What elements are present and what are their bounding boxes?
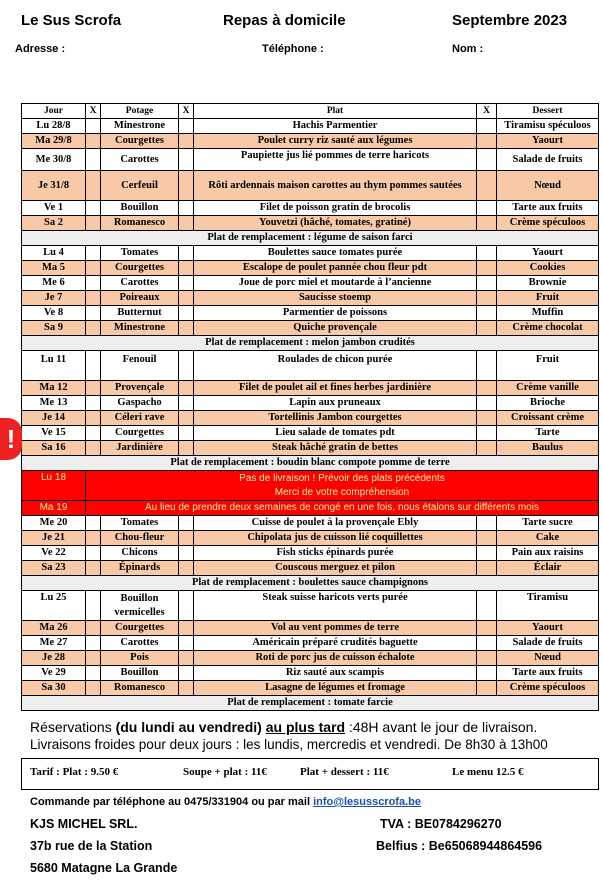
dish-cell: Paupiette jus lié pommes de terre haricots — [194, 149, 477, 171]
replacement-dish: Plat de remplacement : boulettes sauce champignons — [22, 576, 599, 591]
dessert-cell: Brioche — [497, 396, 599, 411]
check-dessert[interactable] — [477, 171, 497, 201]
table-row — [22, 246, 599, 261]
day-cell: Je 14 — [22, 411, 86, 426]
check-dessert[interactable] — [477, 411, 497, 426]
closure-notice — [86, 471, 599, 501]
soup-cell: Bouillon — [101, 201, 179, 216]
table-row — [22, 306, 599, 321]
replacement-dish: Plat de remplacement : légume de saison farci — [22, 231, 599, 246]
dish-cell: Filet de poisson gratin de brocolis — [194, 201, 477, 216]
check-dish[interactable] — [179, 134, 194, 149]
check-soup[interactable] — [86, 561, 101, 576]
dish-cell: Fish sticks épinards purée — [194, 546, 477, 561]
col-x2: X — [179, 104, 194, 119]
table-row — [22, 134, 599, 149]
check-soup[interactable] — [86, 546, 101, 561]
table-header — [22, 104, 599, 119]
check-soup[interactable] — [86, 591, 101, 621]
price-soup-plat: Soupe + plat : 11€ — [183, 766, 267, 778]
soup-cell: Romanesco — [101, 681, 179, 696]
check-dish[interactable] — [179, 531, 194, 546]
vat-number: TVA : BE0784296270 — [380, 817, 502, 831]
soup-cell: Minestrone — [101, 321, 179, 336]
month-label: Septembre 2023 — [452, 12, 568, 29]
table-row — [22, 261, 599, 276]
day-cell: Ma 5 — [22, 261, 86, 276]
table-row — [22, 621, 599, 636]
closure-row — [22, 471, 599, 501]
check-dessert[interactable] — [477, 201, 497, 216]
check-soup[interactable] — [86, 246, 101, 261]
company-city: 5680 Matagne La Grande — [30, 861, 178, 875]
soup-cell: Pois — [101, 651, 179, 666]
check-dessert[interactable] — [477, 306, 497, 321]
check-dish[interactable] — [179, 621, 194, 636]
check-dessert[interactable] — [477, 246, 497, 261]
soup-cell: Provençale — [101, 381, 179, 396]
dessert-cell: Baulus — [497, 441, 599, 456]
day-cell: Ma 19 — [22, 501, 86, 516]
check-dish[interactable] — [179, 561, 194, 576]
table-row — [22, 666, 599, 681]
check-dessert[interactable] — [477, 426, 497, 441]
table-row — [22, 149, 599, 171]
check-soup[interactable] — [86, 149, 101, 171]
day-cell: Sa 9 — [22, 321, 86, 336]
soup-cell: Poireaux — [101, 291, 179, 306]
dish-cell: Youvetzi (hâché, tomates, gratiné) — [194, 216, 477, 231]
soup-cell: Carottes — [101, 636, 179, 651]
dessert-cell: Brownie — [497, 276, 599, 291]
dish-cell: Cuisse de poulet à la provençale Ebly — [194, 516, 477, 531]
company-name: Le Sus Scrofa — [21, 12, 122, 29]
day-cell: Ve 22 — [22, 546, 86, 561]
day-cell: Ve 1 — [22, 201, 86, 216]
check-soup[interactable] — [86, 306, 101, 321]
check-dish[interactable] — [179, 291, 194, 306]
table-row — [22, 119, 599, 134]
price-menu: Le menu 12.5 € — [452, 766, 524, 778]
soup-cell: Bouillon vermicelles — [101, 591, 179, 621]
check-dessert[interactable] — [477, 561, 497, 576]
order-text: Commande par téléphone au 0475/331904 ou par mail — [30, 796, 314, 808]
table-row — [22, 636, 599, 651]
check-soup[interactable] — [86, 396, 101, 411]
day-cell: Lu 25 — [22, 591, 86, 621]
day-cell: Me 20 — [22, 516, 86, 531]
table-row — [22, 426, 599, 441]
table-row — [22, 171, 599, 201]
dish-cell: Quiche provençale — [194, 321, 477, 336]
check-soup[interactable] — [86, 381, 101, 396]
soup-cell: Épinards — [101, 561, 179, 576]
dish-cell: Roulades de chicon purée — [194, 351, 477, 381]
check-dish[interactable] — [179, 306, 194, 321]
day-cell: Ve 8 — [22, 306, 86, 321]
day-cell: Lu 11 — [22, 351, 86, 381]
table-row — [22, 216, 599, 231]
check-soup[interactable] — [86, 321, 101, 336]
closure-line-3: Au lieu de prendre deux semaines de congé en une fois, nous étalons sur différents mois — [86, 501, 599, 516]
check-dessert[interactable] — [477, 291, 497, 306]
dish-cell: Américain préparé crudités baguette — [194, 636, 477, 651]
check-soup[interactable] — [86, 621, 101, 636]
replacement-row — [22, 456, 599, 471]
check-dish[interactable] — [179, 546, 194, 561]
reservation-days: (du lundi au vendredi) — [115, 719, 262, 735]
replacement-dish: Plat de remplacement : boudin blanc compote pomme de terre — [22, 456, 599, 471]
col-dessert: Dessert — [497, 104, 599, 119]
check-dessert[interactable] — [477, 441, 497, 456]
dessert-cell: Crème vanille — [497, 381, 599, 396]
day-cell: Ma 26 — [22, 621, 86, 636]
table-row — [22, 381, 599, 396]
check-dish[interactable] — [179, 636, 194, 651]
check-soup[interactable] — [86, 216, 101, 231]
check-soup[interactable] — [86, 119, 101, 134]
col-day: Jour — [22, 104, 86, 119]
check-dessert[interactable] — [477, 119, 497, 134]
day-cell: Me 13 — [22, 396, 86, 411]
check-dish[interactable] — [179, 396, 194, 411]
check-dish[interactable] — [179, 441, 194, 456]
table-row — [22, 201, 599, 216]
soup-cell: Chicons — [101, 546, 179, 561]
table-row — [22, 321, 599, 336]
dessert-cell: Cake — [497, 531, 599, 546]
table-row — [22, 531, 599, 546]
day-cell: Ma 29/8 — [22, 134, 86, 149]
check-dessert[interactable] — [477, 149, 497, 171]
closure-row — [22, 501, 599, 516]
dish-cell: Lieu salade de tomates pdt — [194, 426, 477, 441]
order-line — [30, 796, 421, 808]
check-dessert[interactable] — [477, 134, 497, 149]
dessert-cell: Crème spéculoos — [497, 681, 599, 696]
dessert-cell: Croissant crème — [497, 411, 599, 426]
soup-cell: Butternut — [101, 306, 179, 321]
dish-cell: Chipolata jus de cuisson lié coquillettes — [194, 531, 477, 546]
check-dessert[interactable] — [477, 216, 497, 231]
dish-cell: Vol au vent pommes de terre — [194, 621, 477, 636]
day-cell: Lu 18 — [22, 471, 86, 501]
dish-cell: Steak suisse haricots verts purée — [194, 591, 477, 621]
check-soup[interactable] — [86, 411, 101, 426]
soup-cell: Minestrone — [101, 119, 179, 134]
day-cell: Je 21 — [22, 531, 86, 546]
reservation-line-2: Livraisons froides pour deux jours : les lundis, mercredis et vendredi. De 8h30 à 13h00 — [30, 737, 548, 752]
check-dish[interactable] — [179, 591, 194, 621]
table-row — [22, 276, 599, 291]
soup-cell: Courgettes — [101, 621, 179, 636]
soup-cell: Courgettes — [101, 134, 179, 149]
dish-cell: Lasagne de légumes et fromage — [194, 681, 477, 696]
table-row — [22, 441, 599, 456]
day-cell: Je 7 — [22, 291, 86, 306]
dish-cell: Filet de poulet ail et fines herbes jardinière — [194, 381, 477, 396]
soup-cell: Cerfeuil — [101, 171, 179, 201]
address-label: Adresse : — [15, 43, 66, 55]
check-dish[interactable] — [179, 381, 194, 396]
check-dessert[interactable] — [477, 531, 497, 546]
check-dessert[interactable] — [477, 681, 497, 696]
check-dish[interactable] — [179, 119, 194, 134]
check-soup[interactable] — [86, 666, 101, 681]
dish-cell: Rôti ardennais maison carottes au thym pommes sautées — [194, 171, 477, 201]
check-soup[interactable] — [86, 636, 101, 651]
table-row — [22, 546, 599, 561]
check-soup[interactable] — [86, 651, 101, 666]
dessert-cell: Salade de fruits — [497, 636, 599, 651]
check-dessert[interactable] — [477, 321, 497, 336]
reservation-prefix: Réservations — [30, 719, 116, 735]
check-dish[interactable] — [179, 426, 194, 441]
check-dessert[interactable] — [477, 651, 497, 666]
soup-cell: Céleri rave — [101, 411, 179, 426]
soup-cell: Courgettes — [101, 261, 179, 276]
day-cell: Je 31/8 — [22, 171, 86, 201]
reservation-deadline: au plus tard — [265, 719, 346, 735]
price-plat: Tarif : Plat : 9.50 € — [30, 766, 119, 778]
closure-line-2: Merci de votre compréhension — [274, 486, 410, 498]
dessert-cell: Tarte — [497, 426, 599, 441]
check-dish[interactable] — [179, 351, 194, 381]
dish-cell: Hachis Parmentier — [194, 119, 477, 134]
day-cell: Lu 28/8 — [22, 119, 86, 134]
check-soup[interactable] — [86, 531, 101, 546]
dessert-cell: Éclair — [497, 561, 599, 576]
check-soup[interactable] — [86, 171, 101, 201]
dessert-cell: Tiramisu spéculoos — [497, 119, 599, 134]
check-soup[interactable] — [86, 134, 101, 149]
phone-label: Téléphone : — [262, 43, 324, 55]
check-dish[interactable] — [179, 276, 194, 291]
closure-line-1: Pas de livraison ! Prévoir des plats précédents — [239, 472, 445, 484]
day-cell: Je 28 — [22, 651, 86, 666]
reservation-line-1 — [30, 719, 537, 735]
day-cell: Ve 29 — [22, 666, 86, 681]
dish-cell: Saucisse stoemp — [194, 291, 477, 306]
dessert-cell: Crème chocolat — [497, 321, 599, 336]
table-row — [22, 516, 599, 531]
dessert-cell: Salade de fruits — [497, 149, 599, 171]
dessert-cell: Tarte sucre — [497, 516, 599, 531]
email-link[interactable]: info@lesusscrofa.be — [313, 796, 421, 808]
check-dessert[interactable] — [477, 261, 497, 276]
table-row — [22, 351, 599, 381]
soup-cell: Tomates — [101, 246, 179, 261]
check-dessert[interactable] — [477, 351, 497, 381]
soup-cell: Carottes — [101, 149, 179, 171]
table-row — [22, 291, 599, 306]
check-dessert[interactable] — [477, 516, 497, 531]
day-cell: Ma 12 — [22, 381, 86, 396]
dessert-cell: Tarte aux fruits — [497, 201, 599, 216]
check-soup[interactable] — [86, 681, 101, 696]
dessert-cell: Nœud — [497, 651, 599, 666]
check-soup[interactable] — [86, 276, 101, 291]
day-cell: Sa 30 — [22, 681, 86, 696]
day-cell: Sa 23 — [22, 561, 86, 576]
replacement-dish: Plat de remplacement : tomate farcie — [22, 696, 599, 711]
price-box — [21, 758, 599, 790]
dish-cell: Boulettes sauce tomates purée — [194, 246, 477, 261]
menu-table — [21, 103, 599, 711]
check-dessert[interactable] — [477, 546, 497, 561]
check-dessert[interactable] — [477, 591, 497, 621]
check-soup[interactable] — [86, 516, 101, 531]
dish-cell: Parmentier de poissons — [194, 306, 477, 321]
replacement-dish: Plat de remplacement : melon jambon crudités — [22, 336, 599, 351]
check-soup[interactable] — [86, 201, 101, 216]
soup-cell: Romanesco — [101, 216, 179, 231]
price-plat-dessert: Plat + dessert : 11€ — [300, 766, 389, 778]
dish-cell: Joue de porc miel et moutarde à l’ancienne — [194, 276, 477, 291]
dessert-cell: Fruit — [497, 351, 599, 381]
soup-cell: Bouillon — [101, 666, 179, 681]
check-dish[interactable] — [179, 149, 194, 171]
company-legal-name: KJS MICHEL SRL. — [30, 817, 138, 831]
check-dessert[interactable] — [477, 621, 497, 636]
check-dish[interactable] — [179, 651, 194, 666]
day-cell: Me 30/8 — [22, 149, 86, 171]
dessert-cell: Pain aux raisins — [497, 546, 599, 561]
replacement-row — [22, 576, 599, 591]
soup-cell: Gaspacho — [101, 396, 179, 411]
soup-cell: Carottes — [101, 276, 179, 291]
dessert-cell: Yaourt — [497, 621, 599, 636]
table-row — [22, 396, 599, 411]
day-cell: Me 27 — [22, 636, 86, 651]
check-dish[interactable] — [179, 321, 194, 336]
check-dish[interactable] — [179, 681, 194, 696]
exclamation-icon: ! — [0, 418, 22, 460]
dessert-cell: Tarte aux fruits — [497, 666, 599, 681]
day-cell: Me 6 — [22, 276, 86, 291]
check-dessert[interactable] — [477, 381, 497, 396]
check-dish[interactable] — [179, 516, 194, 531]
dessert-cell: Cookies — [497, 261, 599, 276]
soup-cell: Tomates — [101, 516, 179, 531]
col-x1: X — [86, 104, 101, 119]
col-x3: X — [477, 104, 497, 119]
table-row — [22, 591, 599, 621]
table-row — [22, 681, 599, 696]
dish-cell: Poulet curry riz sauté aux légumes — [194, 134, 477, 149]
reservation-suffix: :48H avant le jour de livraison. — [345, 719, 538, 735]
bank-account: Belfius : Be65068944864596 — [376, 839, 543, 853]
table-row — [22, 411, 599, 426]
dish-cell: Lapin aux pruneaux — [194, 396, 477, 411]
dish-cell: Couscous merguez et pilon — [194, 561, 477, 576]
dish-cell: Escalope de poulet pannée chou fleur pdt — [194, 261, 477, 276]
check-soup[interactable] — [86, 261, 101, 276]
dish-cell: Steak hâché gratin de bettes — [194, 441, 477, 456]
day-cell: Sa 16 — [22, 441, 86, 456]
check-dish[interactable] — [179, 171, 194, 201]
check-dessert[interactable] — [477, 666, 497, 681]
name-label: Nom : — [452, 43, 484, 55]
day-cell: Lu 4 — [22, 246, 86, 261]
dish-cell: Riz sauté aux scampis — [194, 666, 477, 681]
check-dish[interactable] — [179, 201, 194, 216]
day-cell: Ve 15 — [22, 426, 86, 441]
check-dish[interactable] — [179, 216, 194, 231]
day-cell: Sa 2 — [22, 216, 86, 231]
table-row — [22, 651, 599, 666]
check-soup[interactable] — [86, 291, 101, 306]
check-dish[interactable] — [179, 411, 194, 426]
dessert-cell: Yaourt — [497, 246, 599, 261]
dish-cell: Roti de porc jus de cuisson échalote — [194, 651, 477, 666]
check-dish[interactable] — [179, 666, 194, 681]
check-soup[interactable] — [86, 441, 101, 456]
company-street: 37b rue de la Station — [30, 839, 153, 853]
check-dessert[interactable] — [477, 396, 497, 411]
soup-cell: Jardinière — [101, 441, 179, 456]
replacement-row — [22, 696, 599, 711]
replacement-row — [22, 231, 599, 246]
check-dish[interactable] — [179, 261, 194, 276]
page-title: Repas à domicile — [223, 12, 346, 29]
table-row — [22, 561, 599, 576]
check-dessert[interactable] — [477, 276, 497, 291]
dessert-cell: Nœud — [497, 171, 599, 201]
col-soup: Potage — [101, 104, 179, 119]
check-dish[interactable] — [179, 246, 194, 261]
dessert-cell: Tiramisu — [497, 591, 599, 621]
dessert-cell: Muffin — [497, 306, 599, 321]
dessert-cell: Yaourt — [497, 134, 599, 149]
dessert-cell: Crème spéculoos — [497, 216, 599, 231]
check-dessert[interactable] — [477, 636, 497, 651]
check-soup[interactable] — [86, 351, 101, 381]
check-soup[interactable] — [86, 426, 101, 441]
soup-cell: Fenouil — [101, 351, 179, 381]
dessert-cell: Fruit — [497, 291, 599, 306]
soup-cell: Chou-fleur — [101, 531, 179, 546]
col-dish: Plat — [194, 104, 477, 119]
dish-cell: Tortellinis Jambon courgettes — [194, 411, 477, 426]
replacement-row — [22, 336, 599, 351]
soup-cell: Courgettes — [101, 426, 179, 441]
